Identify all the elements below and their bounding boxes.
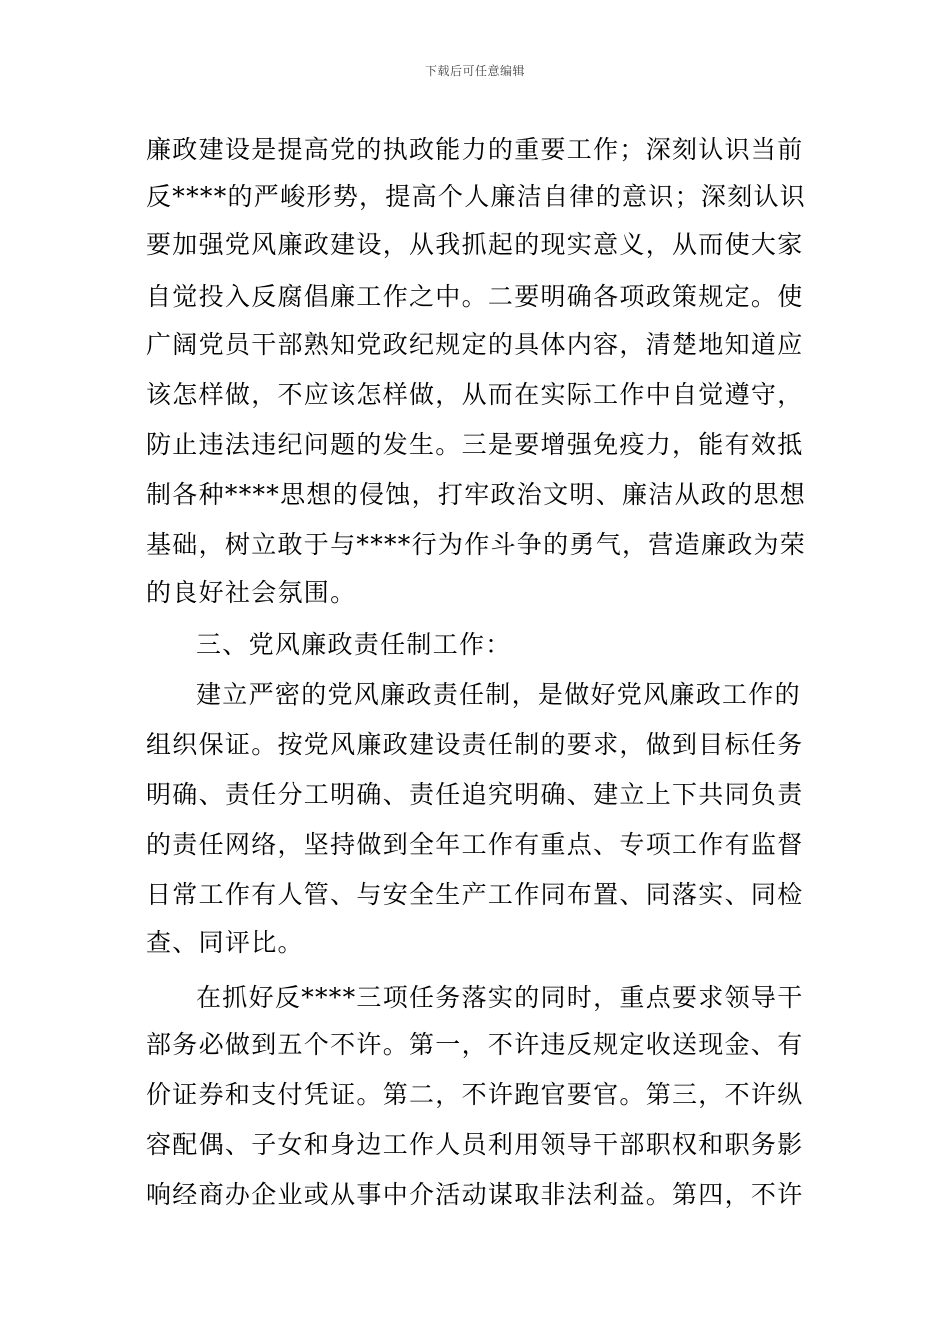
text-line: 基础，树立敢于与****行为作斗争的勇气，营造廉政为荣 [146,530,807,559]
text-line: 组织保证。按党风廉政建设责任制的要求，做到目标任务 [146,730,804,759]
text-line: 制各种****思想的侵蚀，打牢政治文明、廉洁从政的思想 [146,480,807,509]
text-line: 的责任网络，坚持做到全年工作有重点、专项工作有监督 [146,830,804,859]
page-header: 下载后可任意编辑 [424,64,525,78]
text-line: 防止违法违纪问题的发生。三是要增强免疫力，能有效抵 [146,430,804,459]
text-line: 自觉投入反腐倡廉工作之中。二要明确各项政策规定。使 [146,282,804,311]
text-line: 建立严密的党风廉政责任制，是做好党风廉政工作的 [196,680,801,709]
text-line: 的良好社会氛围。 [146,578,357,607]
text-line: 廉政建设是提高党的执政能力的重要工作；深刻认识当前 [146,135,804,164]
text-line: 反****的严峻形势，提高个人廉洁自律的意识；深刻认识 [146,182,807,211]
text-line: 在抓好反****三项任务落实的同时，重点要求领导干 [196,983,804,1012]
text-line: 日常工作有人管、与安全生产工作同布置、同落实、同检 [146,880,804,909]
text-line: 广阔党员干部熟知党政纪规定的具体内容，清楚地知道应 [146,330,804,359]
text-line: 查、同评比。 [146,928,304,957]
text-line: 要加强党风廉政建设，从我抓起的现实意义，从而使大家 [146,230,804,259]
text-line: 响经商办企业或从事中介活动谋取非法利益。第四，不许 [146,1180,804,1209]
section-heading: 三、党风廉政责任制工作： [196,630,512,659]
text-line: 部务必做到五个不许。第一，不许违反规定收送现金、有 [146,1030,804,1059]
text-line: 明确、责任分工明确、责任追究明确、建立上下共同负责 [146,780,804,809]
text-line: 价证券和支付凭证。第二，不许跑官要官。第三，不许纵 [146,1080,804,1109]
text-line: 容配偶、子女和身边工作人员利用领导干部职权和职务影 [146,1130,804,1159]
text-line: 该怎样做，不应该怎样做，从而在实际工作中自觉遵守， [146,380,804,409]
